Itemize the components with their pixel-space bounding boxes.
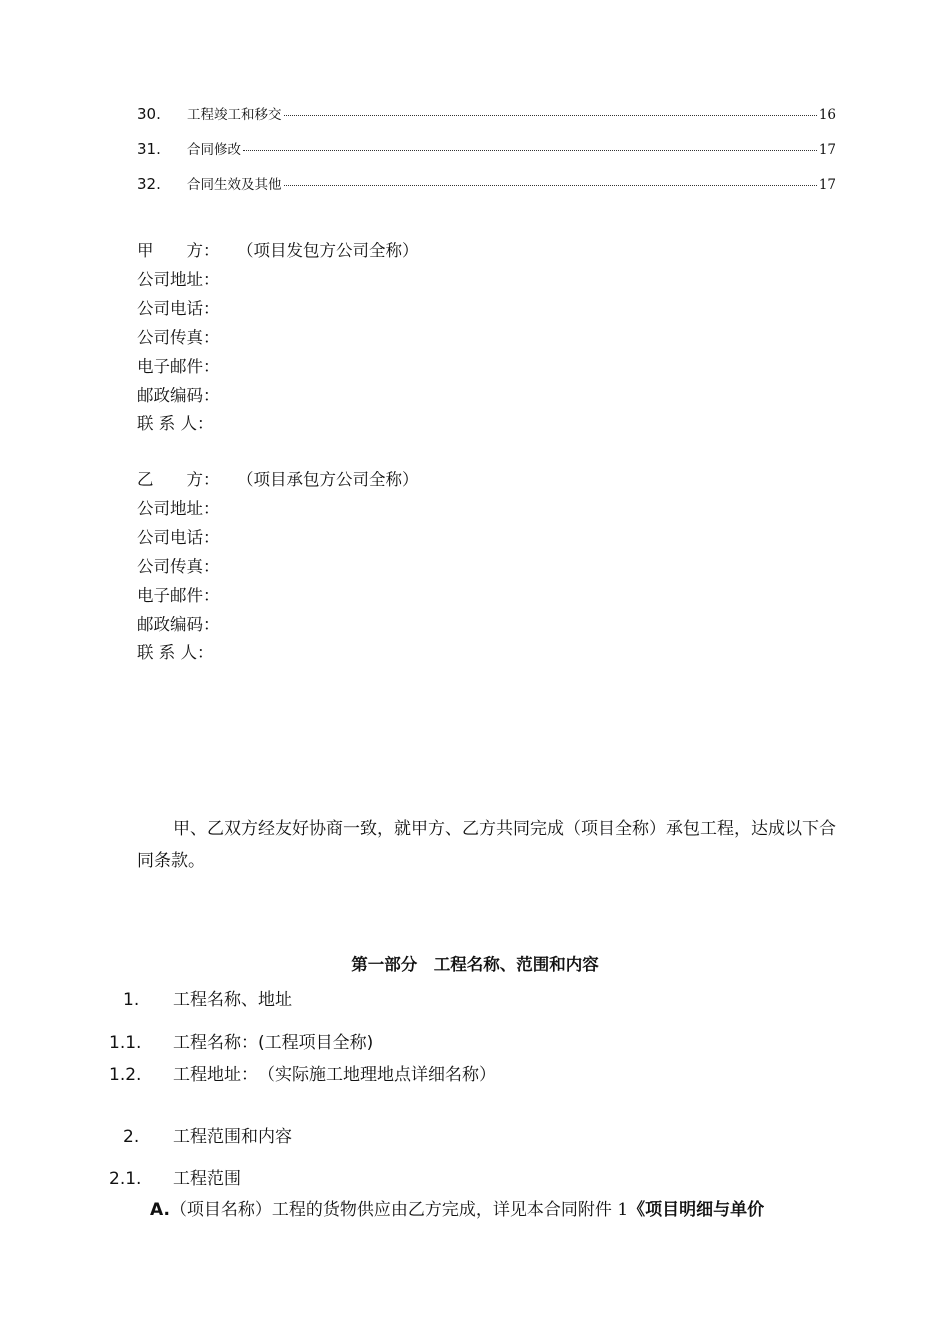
toc-row[interactable] (137, 138, 836, 158)
party-a-name: （项目发包方公司全称） (237, 241, 419, 260)
section-1-1 (109, 1030, 373, 1056)
party-b-fax: 公司传真： (137, 557, 220, 576)
section-1 (123, 987, 292, 1013)
section-title: 工程范围和内容 (173, 1127, 292, 1147)
party-b-address: 公司地址： (137, 499, 220, 518)
party-b-contact: 联 系 人： (137, 643, 214, 662)
section-number: 2.1. (109, 1169, 142, 1189)
intro-paragraph: 甲、乙双方经友好协商一致，就甲方、乙方共同完成（项目全称）承包工程，达成以下合同条款。 (137, 819, 836, 871)
item-a (150, 1197, 850, 1223)
party-a-contact: 联 系 人： (137, 414, 214, 433)
party-a-address: 公司地址： (137, 270, 220, 289)
section-number: 2. (123, 1127, 140, 1147)
party-b-phone: 公司电话： (137, 528, 220, 547)
toc-leader-dots (243, 150, 817, 151)
party-a-phone: 公司电话： (137, 299, 220, 318)
party-b-header (137, 468, 419, 492)
toc-title: 合同生效及其他 (187, 177, 282, 193)
toc-title: 合同修改 (187, 142, 241, 158)
party-b-label: 乙 方： (137, 470, 220, 489)
toc-page-number: 16 (818, 107, 836, 123)
section-1-2 (109, 1062, 496, 1088)
section-title: 工程名称、地址 (173, 990, 292, 1010)
party-a-fax: 公司传真： (137, 328, 220, 347)
toc-leader-dots (284, 185, 817, 186)
party-a-header (137, 239, 419, 263)
item-a-label: A. (150, 1200, 170, 1220)
section-number: 1.2. (109, 1065, 142, 1085)
section-number: 1. (123, 990, 140, 1010)
toc-number: 31. (137, 140, 161, 158)
part-heading: 第一部分 工程名称、范围和内容 (351, 955, 599, 974)
item-a-text: （项目名称）工程的货物供应由乙方完成，详见本合同附件 1 (169, 1200, 629, 1220)
toc-leader-dots (284, 115, 817, 116)
toc-page-number: 17 (818, 177, 836, 193)
toc-page-number: 17 (818, 142, 836, 158)
toc-row[interactable] (137, 173, 836, 193)
section-text: 工程名称：(工程项目全称) (173, 1033, 374, 1053)
item-a-bold-tail: 《项目明细与单价 (628, 1200, 765, 1220)
toc-number: 30. (137, 105, 161, 123)
party-a-email: 电子邮件： (137, 357, 220, 376)
party-b-name: （项目承包方公司全称） (237, 470, 419, 489)
section-2-1 (109, 1166, 241, 1192)
party-b-postcode: 邮政编码： (137, 615, 220, 634)
section-text: 工程范围 (173, 1169, 241, 1189)
party-b-email: 电子邮件： (137, 586, 220, 605)
toc-title: 工程竣工和移交 (187, 107, 282, 123)
party-a-label: 甲 方： (137, 241, 220, 260)
party-a-postcode: 邮政编码： (137, 386, 220, 405)
toc-number: 32. (137, 175, 161, 193)
section-text: 工程地址： （实际施工地理地点详细名称） (173, 1065, 496, 1085)
section-2 (123, 1124, 292, 1150)
toc-row[interactable] (137, 103, 836, 123)
section-number: 1.1. (109, 1033, 142, 1053)
